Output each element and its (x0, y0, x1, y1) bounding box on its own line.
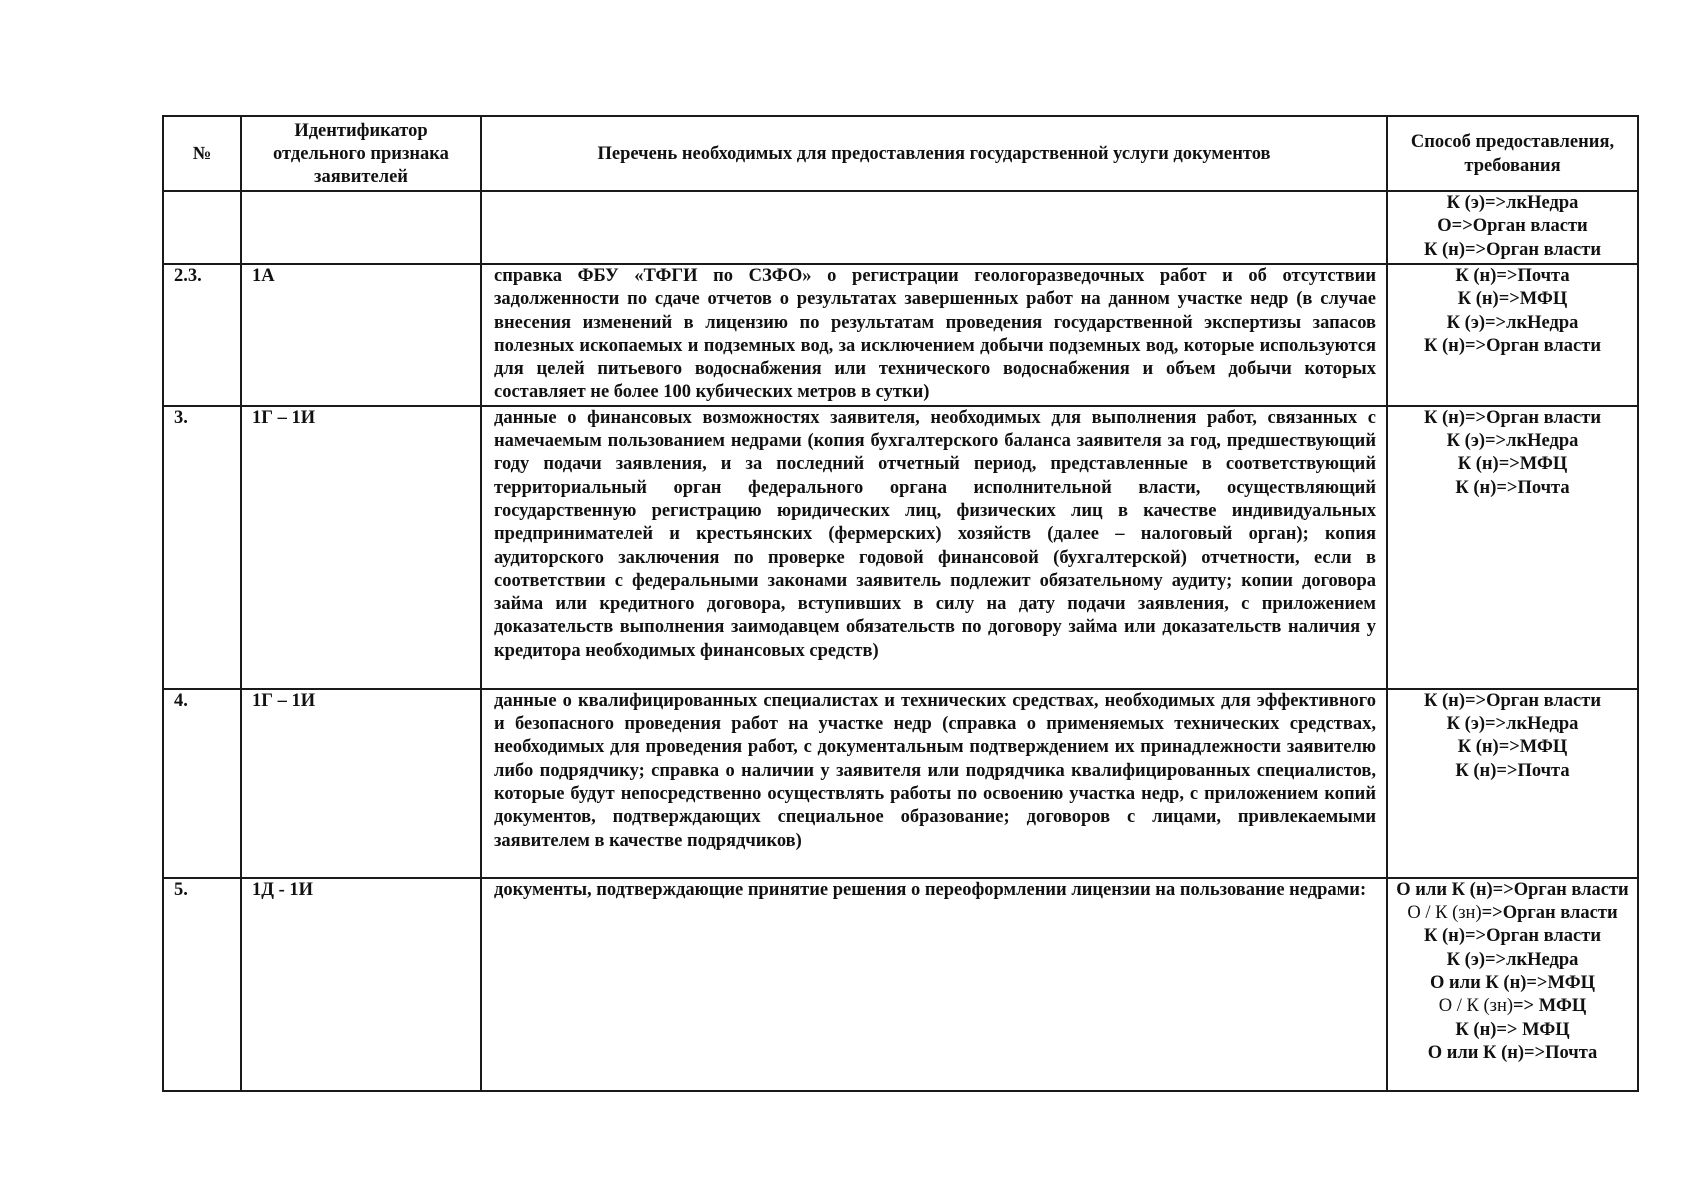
table-header (163, 116, 1638, 191)
table-row-2-3 (163, 264, 1638, 406)
row-num (163, 191, 241, 264)
method-part: О или К (н)=>Почта (1427, 1042, 1598, 1063)
method-part: О / К (зн) (1407, 903, 1482, 924)
documents-table (162, 115, 1639, 1092)
method-line (1392, 1019, 1633, 1042)
row-identifier: 1Д - 1И (241, 878, 481, 1091)
row-identifier: 1Г – 1И (241, 689, 481, 878)
table-row-3 (163, 406, 1638, 689)
method-part: О или К (н)=>Орган власти (1396, 879, 1629, 900)
method-line: К (э)=>лкНедра (1446, 714, 1579, 735)
table-row-5 (163, 878, 1638, 1091)
method-part: =>Орган власти (1481, 903, 1618, 924)
method-line (1392, 879, 1633, 902)
row-num: 5. (163, 878, 241, 1091)
row-num: 4. (163, 689, 241, 878)
method-line (1392, 995, 1633, 1018)
method-line (1392, 972, 1633, 995)
row-identifier: 1Г – 1И (241, 406, 481, 689)
row-documents: данные о финансовых возможностях заявителя, необходимых для выполнения работ, связанных с намечаемым пользованием недрами (копия бухгалтерского баланса заявителя за год, предшествующий году подачи заявления, и за последний отчетный период, представленные в соответствующий территориальный орган федерального органа исполнительной власти, осуществляющий государственную регистрацию юридических лиц, физических лиц в качестве индивидуальных предпринимателей и крестьянских (фермерских) хозяйств (далее – налоговый орган); копия аудиторского заключения по проверке годовой финансовой (бухгалтерской) отчетности, если в соответствии с федеральными законами заявитель подлежит обязательному аудиту; копии договора займа или кредитного договора, вступивших в силу на дату подачи заявления, с приложением доказательств выполнения заимодавцем обязательств по договору займа или доказательств наличия у кредитора необходимых финансовых средств) (481, 406, 1387, 689)
table-body (163, 191, 1638, 1091)
header-num: № (163, 116, 241, 191)
row-num: 2.3. (163, 264, 241, 406)
row-documents: данные о квалифицированных специалистах и технических средствах, необходимых для эффективного и безопасного проведения работ на участке недр (справка о применяемых технических средствах, необходимых для проведения работ, с документальным подтверждением их принадлежности заявителю либо подрядчику; справка о наличии у заявителя или подрядчика квалифицированных специалистов, которые будут непосредственно осуществлять работы по освоению участка недр, с приложением копий документов, подтверждающих специальное образование; договоров с лицами, привлекаемыми заявителем в качестве подрядчиков) (481, 689, 1387, 878)
method-part: => МФЦ (1513, 996, 1587, 1017)
row-num: 3. (163, 406, 241, 689)
header-row (163, 116, 1638, 191)
method-line: К (н)=>Орган власти (1423, 335, 1602, 356)
method-line: О=>Орган власти (1437, 216, 1588, 237)
row-methods (1387, 191, 1638, 264)
method-line (1392, 902, 1633, 925)
method-part: К (н)=> МФЦ (1455, 1019, 1570, 1040)
header-documents: Перечень необходимых для предоставления государственной услуги документов (481, 116, 1387, 191)
row-documents: документы, подтверждающие принятие решения о переоформлении лицензии на пользование недрами: (481, 878, 1387, 1091)
row-methods (1387, 264, 1638, 406)
method-line: К (э)=>лкНедра (1446, 312, 1579, 333)
method-line (1392, 1042, 1633, 1065)
method-line: К (н)=>Орган власти (1423, 239, 1602, 260)
method-line: К (н)=>МФЦ (1457, 289, 1568, 310)
row-methods (1387, 689, 1638, 878)
method-line: К (н)=>Почта (1455, 760, 1570, 781)
row-identifier: 1А (241, 264, 481, 406)
method-line: К (н)=>Почта (1455, 266, 1570, 286)
row-identifier (241, 191, 481, 264)
row-documents: справка ФБУ «ТФГИ по СЗФО» о регистрации геологоразведочных работ и об отсутствии задолженности по сдаче отчетов о результатах завершенных работ на данном участке недр (в случае внесения изменений в лицензию по результатам проведения государственной экспертизы запасов полезных ископаемых и подземных вод, за исключением добычи подземных вод, которые используются для целей питьевого водоснабжения или технического водоснабжения и объем добычи которых составляет не более 100 кубических метров в сутки) (481, 264, 1387, 406)
method-line: К (н)=>Орган власти (1423, 407, 1602, 428)
header-method: Способ предоставления, требования (1387, 116, 1638, 191)
row-methods (1387, 406, 1638, 689)
table-row-4 (163, 689, 1638, 878)
header-identifier: Идентификатор отдельного признака заявителей (241, 116, 481, 191)
method-part: К (э)=>лкНедра (1446, 949, 1579, 970)
row-documents (481, 191, 1387, 264)
method-line: К (э)=>лкНедра (1446, 431, 1579, 452)
method-line: К (н)=>Орган власти (1423, 690, 1602, 711)
method-line (1392, 925, 1633, 948)
method-line: К (н)=>Почта (1455, 477, 1570, 498)
method-line: К (н)=>МФЦ (1457, 737, 1568, 758)
method-part: О / К (зн) (1438, 996, 1514, 1017)
method-part: О или К (н)=>МФЦ (1430, 972, 1595, 993)
row-methods (1387, 878, 1638, 1091)
method-line (1392, 949, 1633, 972)
method-part: К (н)=>Орган власти (1423, 926, 1602, 947)
method-line: К (э)=>лкНедра (1446, 193, 1579, 213)
method-line: К (н)=>МФЦ (1457, 454, 1568, 475)
table-row-continuation (163, 191, 1638, 264)
